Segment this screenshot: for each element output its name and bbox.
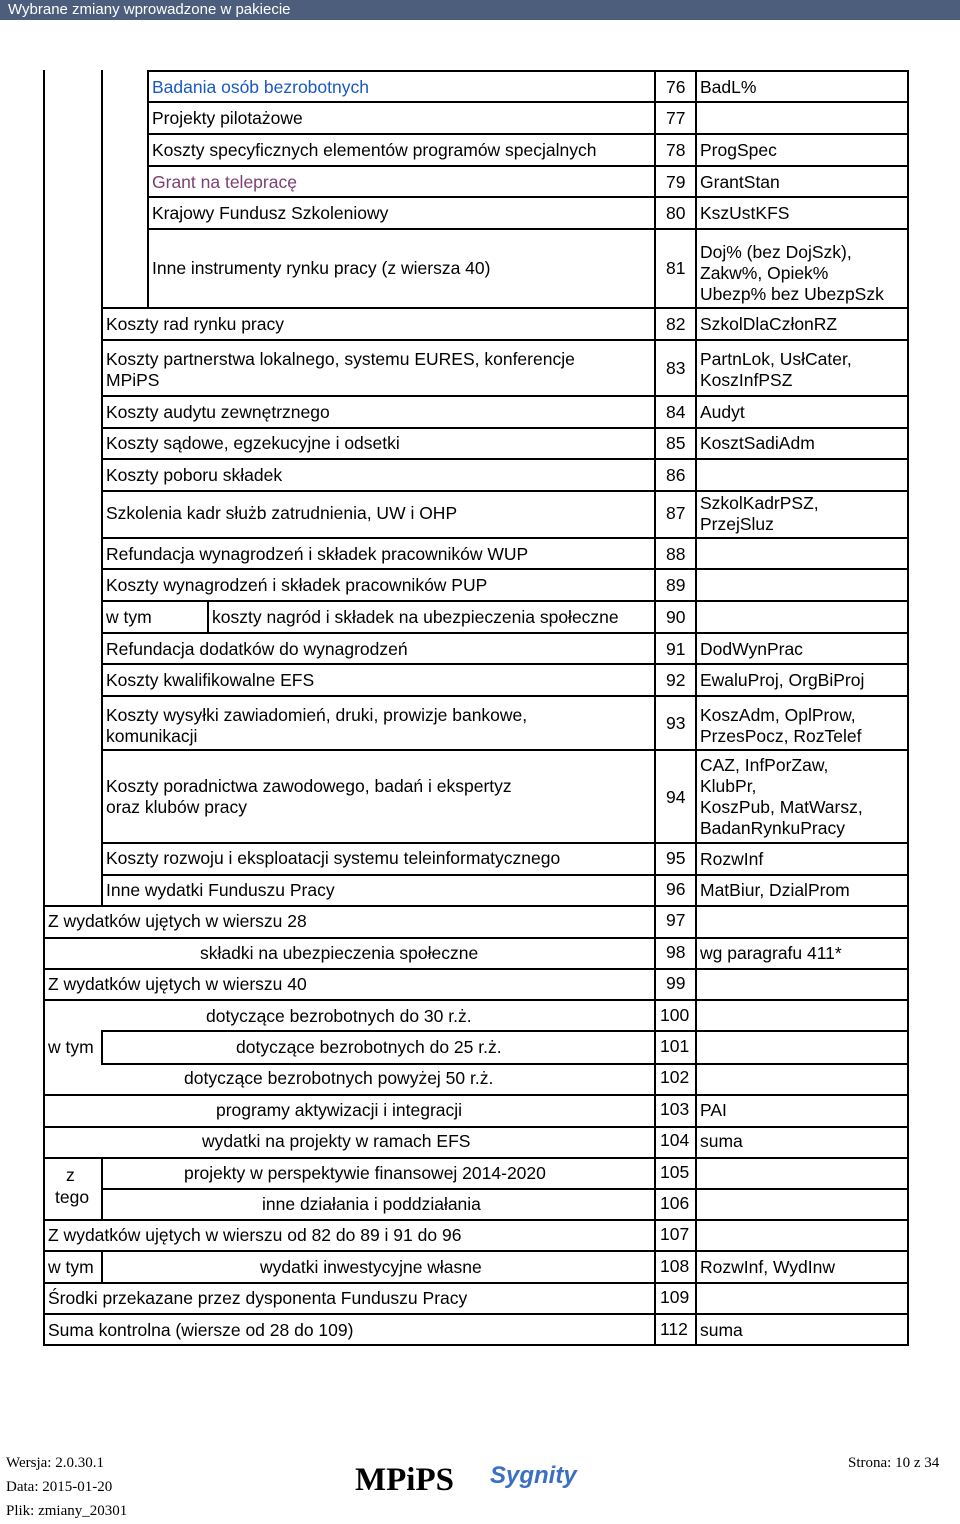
grid-line — [101, 490, 909, 492]
grid-line — [147, 70, 149, 307]
grid-line — [101, 874, 909, 876]
grid-line — [43, 999, 909, 1001]
row-label: Inne instrumenty rynku pracy (z wiersza 40) — [152, 258, 491, 278]
mpips-logo: MPiPS — [355, 1462, 454, 1498]
grid-line — [147, 101, 909, 103]
row-label: wydatki na projekty w ramach EFS — [202, 1131, 471, 1151]
row-number: 88 — [666, 544, 686, 564]
row-code: RozwInf — [700, 849, 764, 869]
grid-line — [43, 1250, 909, 1252]
row-code: Audyt — [700, 402, 745, 422]
row-number: 93 — [666, 713, 686, 733]
row-number: 84 — [666, 402, 686, 422]
row-label: Koszty specyficznych elementów programów specjalnych — [152, 140, 597, 160]
row-number: 107 — [660, 1224, 690, 1244]
row-label: programy aktywizacji i integracji — [216, 1100, 463, 1120]
row-label: Koszty wysyłki zawiadomień, druki, prowizje bankowe, — [106, 705, 528, 725]
row-label: Z wydatków ujętych w wierszu 28 — [48, 911, 307, 931]
row-number: 76 — [666, 77, 686, 97]
row-label: Środki przekazane przez dysponenta Funduszu Pracy — [48, 1288, 468, 1308]
row-number: 86 — [666, 465, 686, 485]
row-label: Koszty kwalifikowalne EFS — [106, 670, 315, 690]
row-number: 102 — [660, 1067, 690, 1087]
row-code: RozwInf, WydInw — [700, 1257, 836, 1277]
row-label: Refundacja dodatków do wynagrodzeń — [106, 639, 408, 659]
row-number: 97 — [666, 910, 686, 930]
row-label: inne działania i poddziałania — [262, 1194, 481, 1214]
row-code: BadanRynkuPracy — [700, 818, 845, 838]
grid-line — [147, 70, 909, 72]
row-code: Ubezp% bez UbezpSzk — [700, 284, 884, 304]
row-code: GrantStan — [700, 172, 780, 192]
grid-line — [101, 1030, 909, 1032]
row-number: 105 — [660, 1162, 690, 1182]
row-number: 91 — [666, 639, 686, 659]
row-label: koszty nagród i składek na ubezpieczenia społeczne — [212, 607, 619, 627]
row-label: Suma kontrolna (wiersze od 28 do 109) — [48, 1320, 354, 1340]
row-code: PartnLok, UsłCater, — [700, 349, 852, 369]
row-code: KlubPr, — [700, 776, 757, 796]
row-code: SzkolKadrPSZ, — [700, 493, 819, 513]
grid-line — [147, 228, 909, 230]
row-label: Inne wydatki Funduszu Pracy — [106, 880, 335, 900]
row-label: składki na ubezpieczenia społeczne — [200, 943, 479, 963]
grid-line — [101, 1188, 909, 1190]
grid-line — [101, 749, 909, 751]
row-label: projekty w perspektywie finansowej 2014-2020 — [184, 1163, 546, 1183]
row-code: Zakw%, Opiek% — [700, 263, 829, 283]
row-number: 104 — [660, 1130, 690, 1150]
grid-line — [147, 196, 909, 198]
row-number: 83 — [666, 358, 686, 378]
row-code: wg paragrafu 411* — [700, 943, 842, 963]
row-number: 99 — [666, 973, 686, 993]
grid-line — [101, 427, 909, 429]
row-label: Z wydatków ujętych w wierszu od 82 do 89 i 91 do 96 — [48, 1225, 462, 1245]
row-code: KosztSadiAdm — [700, 433, 815, 453]
footer-file: Plik: zmiany_20301 — [6, 1503, 128, 1519]
row-label: wydatki inwestycyjne własne — [260, 1257, 482, 1277]
row-label: dotyczące bezrobotnych do 25 r.ż. — [236, 1037, 502, 1057]
grid-line — [101, 568, 909, 570]
grid-line — [101, 842, 909, 844]
grid-line — [101, 695, 909, 697]
grid-line — [207, 600, 209, 633]
grid-line — [101, 600, 909, 602]
row-label: Krajowy Fundusz Szkoleniowy — [152, 203, 389, 223]
footer-page: Strona: 10 z 34 — [848, 1455, 940, 1471]
row-code: Doj% (bez DojSzk), — [700, 242, 852, 262]
row-label: Koszty partnerstwa lokalnego, systemu EURES, konferencje — [106, 349, 575, 369]
grid-line — [654, 70, 656, 1345]
row-code: ProgSpec — [700, 140, 777, 160]
grid-line — [101, 1250, 103, 1282]
row-code: CAZ, InfPorZaw, — [700, 755, 829, 775]
grid-line — [43, 937, 909, 939]
grid-line — [43, 1282, 909, 1284]
row-code: suma — [700, 1131, 743, 1151]
row-label: komunikacji — [106, 726, 198, 746]
row-label: Koszty rad rynku pracy — [106, 314, 284, 334]
grid-line — [43, 70, 45, 1345]
row-number: 106 — [660, 1193, 690, 1213]
grid-line — [43, 1313, 909, 1315]
row-prefix: w tym — [106, 607, 152, 627]
row-code: BadL% — [700, 77, 757, 97]
row-code: KoszPub, MatWarsz, — [700, 797, 863, 817]
grid-line — [101, 537, 909, 539]
row-number: 78 — [666, 140, 686, 160]
row-code: KoszInfPSZ — [700, 370, 793, 390]
row-code: PrzejSluz — [700, 514, 774, 534]
row-label: Koszty rozwoju i eksploatacji systemu teleinformatycznego — [106, 848, 561, 868]
grid-line — [101, 70, 103, 905]
footer-date: Data: 2015-01-20 — [6, 1479, 113, 1495]
grid-line — [147, 165, 909, 167]
grid-line — [43, 905, 909, 907]
row-label: Szkolenia kadr służb zatrudnienia, UW i OHP — [106, 503, 458, 523]
sygnity-logo: Sygnity — [490, 1462, 577, 1489]
row-code: KszUstKFS — [700, 203, 790, 223]
row-label: Koszty poboru składek — [106, 465, 283, 485]
grid-line — [101, 339, 909, 341]
row-code: SzkolDlaCzłonRZ — [700, 314, 838, 334]
row-number: 77 — [666, 108, 686, 128]
row-number: 81 — [666, 258, 686, 278]
row-code: EwaluProj, OrgBiProj — [700, 670, 865, 690]
row-code: MatBiur, DzialProm — [700, 880, 850, 900]
row-label: dotyczące bezrobotnych powyżej 50 r.ż. — [184, 1068, 494, 1088]
row-prefix: w tym — [48, 1257, 94, 1277]
row-code: PAI — [700, 1100, 727, 1120]
grid-line — [101, 458, 909, 460]
row-number: 94 — [666, 787, 686, 807]
row-label: MPiPS — [106, 370, 160, 390]
grid-line — [43, 968, 909, 970]
row-code: KoszAdm, OplProw, — [700, 705, 856, 725]
row-label: oraz klubów pracy — [106, 797, 248, 817]
row-prefix: z — [66, 1165, 75, 1185]
row-label: Badania osób bezrobotnych — [152, 77, 369, 97]
row-number: 87 — [666, 503, 686, 523]
grid-line — [43, 1157, 909, 1159]
row-label: dotyczące bezrobotnych do 30 r.ż. — [206, 1006, 472, 1026]
window-title: Wybrane zmiany wprowadzone w pakiecie — [0, 0, 960, 20]
row-number: 103 — [660, 1099, 690, 1119]
row-prefix: w tym — [48, 1037, 94, 1057]
row-label: Koszty wynagrodzeń i składek pracowników PUP — [106, 575, 488, 595]
grid-line — [907, 70, 909, 1345]
row-number: 85 — [666, 433, 686, 453]
row-code: DodWynPrac — [700, 639, 803, 659]
row-number: 80 — [666, 203, 686, 223]
grid-line — [101, 663, 909, 665]
grid-line — [43, 1126, 909, 1128]
row-number: 95 — [666, 848, 686, 868]
row-label: Grant na telepracę — [152, 172, 297, 192]
row-number: 79 — [666, 172, 686, 192]
grid-line — [695, 70, 697, 1345]
row-label: Koszty audytu zewnętrznego — [106, 402, 330, 422]
row-label: Projekty pilotażowe — [152, 108, 303, 128]
row-number: 100 — [660, 1005, 690, 1025]
row-prefix: tego — [55, 1187, 90, 1207]
row-code: PrzesPocz, RozTelef — [700, 726, 862, 746]
row-code: suma — [700, 1320, 743, 1340]
grid-line — [101, 632, 909, 634]
row-number: 90 — [666, 607, 686, 627]
row-number: 108 — [660, 1256, 690, 1276]
grid-line — [101, 395, 909, 397]
grid-line — [43, 1219, 909, 1221]
row-number: 92 — [666, 670, 686, 690]
row-label: Refundacja wynagrodzeń i składek pracowników WUP — [106, 544, 529, 564]
grid-line — [43, 1344, 909, 1346]
grid-line — [101, 1030, 103, 1065]
row-number: 109 — [660, 1287, 690, 1307]
row-number: 98 — [666, 942, 686, 962]
row-label: Koszty sądowe, egzekucyjne i odsetki — [106, 433, 400, 453]
row-number: 112 — [660, 1319, 688, 1339]
row-number: 101 — [660, 1036, 690, 1056]
row-label: Koszty poradnictwa zawodowego, badań i ekspertyz — [106, 776, 512, 796]
row-number: 96 — [666, 879, 686, 899]
grid-line — [101, 307, 909, 309]
footer-version: Wersja: 2.0.30.1 — [6, 1455, 104, 1471]
grid-line — [147, 133, 909, 135]
row-label: Z wydatków ujętych w wierszu 40 — [48, 974, 307, 994]
grid-line — [101, 1063, 909, 1065]
row-number: 89 — [666, 575, 686, 595]
grid-line — [43, 1094, 909, 1096]
row-number: 82 — [666, 314, 686, 334]
